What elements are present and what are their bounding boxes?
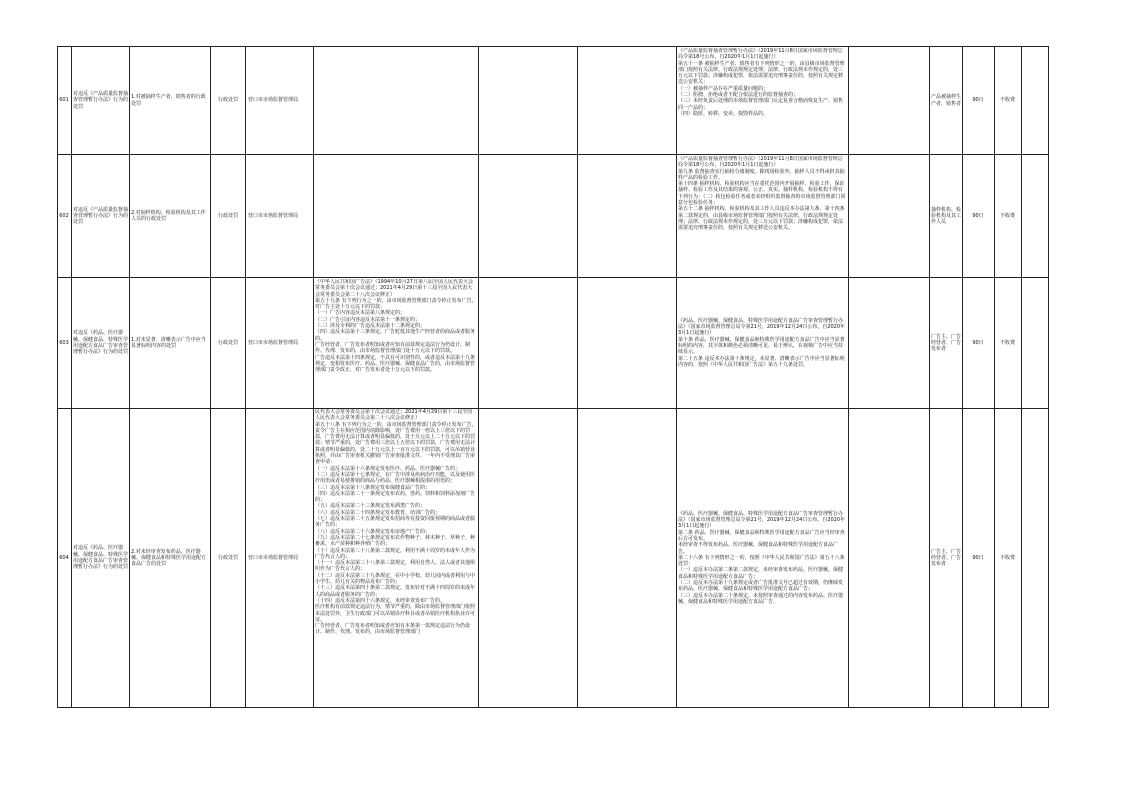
grid-line bbox=[129, 46, 130, 708]
fee-status: 不收费 bbox=[999, 212, 1015, 219]
legal-basis-law: 民代表大会常务委员会第十次会议通过；2021年4月29日第十三届全国人民代表大会常务委员会第二十八次会议修正） 第五十八条 有下列行为之一的，由市场监督管理部门责令停止发布广告，责令广告主在相应范围内消除影响，处广告费用一倍以上三倍以下的罚款，广告费用无法计算或者明显偏低的，处十万元以上二十万元以下的罚款；情节严重的，处广告费用三倍以上五倍以下的罚款，广告费用无法计算或者明显偏低的，处二十万元以上一百万元以下的罚款，可以吊销营业执照，并由广告审查机关撤销广告审查批准文件、一年内不受理其广告审查申请： （一）违反本法第十六条规定发布医疗、药品、医疗器械广告的； （二）违反本法第十七条规定，在广告中涉及疾病治疗功能，以及使用医疗用语或者易使推销的商品与药品、医疗器械相混淆的用语的； （三）违反本法第十八条规定发布保健食品广告的； （四）违反本法第二十一条规定发布农药、兽药、饲料和饲料添加剂广告的； （五）违反本法第二十三条规定发布酒类广告的； （六）违反本法第二十四条规定发布教育、培训广告的； （七）违反本法第二十五条规定发布招商等有投资回报预期的商品或者服务广告的； （八）违反本法第二十六条规定发布房地产广告的； （九）违反本法第二十七条规定发布农作物种子、林木种子、草种子、种畜禽、水产苗种和种养殖广告的； （十）违反本法第三十八条第二款规定，利用不满十周岁的未成年人作为广告代言人的； （十一）违反本法第三十八条第三款规定，利用自然人、法人或者其他组织作为广告代言人的； （十二）违反本法第三十九条规定，在中小学校、幼儿园内或者利用与中小学生、幼儿有关的物品发布广告的； （十三）违反本法第四十条第二款规定，发布针对不满十四周岁的未成年人的商品或者服务的广告的； （十四）违反本法第四十六条规定，未经审查发布广告的。 医疗机构有前款规定违法行为，情节严重的，除由市场监督管理部门依照本法处罚外，卫生行政部门可以吊销诊疗科目或者吊销医疗机构执业许可证。 广告经营者、广告发布者明知或者应知有本条第一款规定违法行为仍设计、制作、代理、发布的，由市场监督管理部门 bbox=[315, 409, 477, 636]
implementing-org-text: 营口市市场监督管理局 bbox=[248, 339, 299, 346]
matter-name-text: 对违反《产品质量监督抽查管理暂行办法》行为的处罚 bbox=[73, 91, 128, 110]
admin-subject-text: 广告主、广告经营者、广告发布者 bbox=[931, 333, 961, 353]
grid-line bbox=[71, 46, 72, 708]
implementing-org bbox=[248, 409, 312, 707]
admin-subject-text: 广告主、广告经营者、广告发布者 bbox=[931, 548, 961, 568]
row-number: 604 bbox=[59, 554, 69, 561]
grid-line bbox=[313, 46, 314, 708]
sub-item bbox=[131, 409, 209, 707]
power-type: 行政处罚 bbox=[217, 97, 238, 104]
legal-basis-law bbox=[315, 48, 477, 153]
grid-line bbox=[676, 46, 677, 708]
matter-name bbox=[73, 47, 128, 154]
sub-item-text: 1.对被抽样生产者、销售者的行政处罚 bbox=[131, 94, 206, 107]
row-number: 603 bbox=[59, 339, 69, 346]
matter-name-text: 对违反《药品、医疗器械、保健食品、特殊医学用途配方食品广告审查管理暂行办法》行为的处罚 bbox=[73, 545, 128, 571]
fee-status: 不收费 bbox=[999, 97, 1015, 104]
sub-item bbox=[131, 155, 209, 277]
sub-item bbox=[131, 47, 209, 154]
sub-item-text: 1.对未显著、清晰表示广告中应当显著标明内容的处罚 bbox=[131, 336, 206, 349]
time-limit: 90日 bbox=[972, 554, 984, 561]
power-type: 行政处罚 bbox=[217, 212, 238, 219]
grid-line bbox=[848, 46, 849, 708]
matter-name bbox=[73, 278, 128, 408]
time-limit: 90日 bbox=[972, 212, 984, 219]
admin-subject bbox=[931, 409, 961, 707]
matter-name bbox=[73, 409, 128, 707]
row-number: 601 bbox=[59, 97, 69, 104]
legal-basis-law bbox=[315, 156, 477, 276]
grid-line bbox=[57, 707, 1049, 708]
grid-line bbox=[478, 46, 479, 708]
matter-name bbox=[73, 155, 128, 277]
matter-name-text: 对违反《药品、医疗器械、保健食品、特殊医学用途配方食品广告审查管理暂行办法》行为的处罚 bbox=[73, 330, 128, 356]
admin-subject bbox=[931, 47, 961, 154]
grid-line bbox=[577, 46, 578, 708]
implementing-org bbox=[248, 278, 312, 408]
admin-subject bbox=[931, 278, 961, 408]
grid-line bbox=[929, 46, 930, 708]
legal-basis-rule-wrap bbox=[678, 409, 847, 707]
implementing-org-text: 营口市市场监督管理局 bbox=[248, 97, 299, 104]
time-limit: 90日 bbox=[972, 339, 984, 346]
admin-subject-text: 产品被抽样生产者、销售者 bbox=[931, 94, 961, 107]
power-type: 行政处罚 bbox=[217, 339, 238, 346]
legal-basis-rule: 《药品、医疗器械、保健食品、特殊医学用途配方食品广告审查管理暂行办法》（国家市场监督管理总局令第21号，2019年12月24日公布，自2020年3月1日起施行） 第二条 药品、医疗器械、保健食品和特殊医学用途配方食品广告应当经审查后方可发布。 未经审查不得发布药品、医疗器械、保健食品和特殊医学用途配方食品广告。 第二十六条 有下列情形之一的，按照《中华人民共和国广告法》第五十八条处罚： （一）违反本办法第二条第二款规定，未经审查发布药品、医疗器械、保健食品和特殊医学用途配方食品广告； （二）违反本办法第十九条规定或者广告批准文号已超过有效期，仍继续发布药品、医疗器械、保健食品和特殊医学用途配方食品广告； （三）违反本办法第二十条规定，未按照审查通过的内容发布药品、医疗器械、保健食品和特殊医学用途配方食品广告。 bbox=[678, 510, 846, 605]
grid-line bbox=[245, 46, 246, 708]
sub-item-text: 2.对未经审查发布药品、医疗器械、保健食品和特殊医学用途配方食品广告的处罚 bbox=[131, 548, 207, 568]
legal-basis-rule: 《药品、医疗器械、保健食品、特殊医学用途配方食品广告审查管理暂行办法》（国家市场监督管理总局令第21号，2019年12月24日公布，自2020年3月1日起施行） 第十条 药品、医疗器械、保健食品和特殊医学用途配方食品广告中应当显著标明的内容，其字体和颜色必须清晰可见、易于辨认，在视频广告中应当持续显示。 第二十五条 违反本办法第十条规定，未显著、清晰表示广告中应当显著标明内容的，按照《中华人民共和国广告法》第五十九条处罚。 bbox=[678, 317, 846, 368]
admin-subject-text: 抽样机构、检验机构及其工作人员 bbox=[931, 206, 961, 226]
legal-basis-rule: 《产品质量监督抽查管理暂行办法》（2019年11月8日国家市场监督管理总局令第18号公布，自2020年1月1日起施行） 第五十一条 被抽样生产者、销售者有下列情形之一的，由县级市场监督管理部门按照有关法律、行政法规规定处理；法律、行政法规未作规定的，处三万元以下罚款；涉嫌构成犯罪，依法需要追究刑事责任的，按照有关规定移送公安机关： （一）被抽样产品存在严重质量问题的； （二）阻挠、拒绝或者不配合依法进行的监督抽查的； （三）未经负责后处理的市场监督管理部门认定复查合格而恢复生产、销售同一产品的； （四）隐匿、转移、变卖、损毁样品的。 bbox=[678, 48, 845, 117]
legal-basis-rule-wrap bbox=[678, 278, 847, 408]
implementing-org bbox=[248, 155, 312, 277]
time-limit: 90日 bbox=[972, 97, 984, 104]
matter-name-text: 对违反《产品质量监督抽查管理暂行办法》行为的处罚 bbox=[73, 206, 128, 226]
legal-basis-rule: 《产品质量监督抽查管理暂行办法》（2019年11月8日国家市场监督管理总局令第18号公布，自2020年1月1日起施行） 第九条 监督抽查实行抽检分离制度。除现场检验外，抽样人员不得承担其抽样产品的检验工作。 第十四条 抽样机构、检验机构应当在委托范围内开展抽样、检验工作，保证抽样、检验工作及其结果的客观、公正、真实。抽样机构、检验机构不得有下列行为：（二）转包检验任务或者未经组织监督抽查的市场监督管理部门同意分包检验任务； 第五十二条 抽样机构、检验机构及其工作人员违反本办法第九条、第十四条第二款规定的，由县级市场监督管理部门按照有关法律、行政法规规定处理；法律、行政法规未作规定的，处三万元以下罚款；涉嫌构成犯罪，依法需要追究刑事责任的，按照有关规定移送公安机关。 bbox=[678, 156, 846, 232]
implementing-org bbox=[248, 47, 312, 154]
sub-item-text: 2.对抽样机构、检验机构及其工作人员的行政处罚 bbox=[131, 209, 206, 222]
admin-subject bbox=[931, 155, 961, 277]
legal-basis-law: 《中华人民共和国广告法》（1994年10月27日第八届全国人民代表大会常务委员会第十次会议通过；2021年4月29日第十三届全国人民代表大会常务委员会第二十八次会议修正） 第五十九条 有下列行为之一的，由市场监督管理部门责令停止发布广告，对广告主处十万元以下的罚款： （一）广告内容违反本法第八条规定的； （二）广告引证内容违反本法第十一条规定的； （三）涉及专利的广告违反本法第十二条规定的； （四）违反本法第十三条规定，广告贬低其他生产经营者的商品或者服务的。 广告经营者、广告发布者明知或者应知有前款规定违法行为仍设计、制作、代理、发布的，由市场监督管理部门处十万元以下的罚款。 广告违反本法第十四条规定，不具有可识别性的，或者违反本法第十九条规定，变相发布医疗、药品、医疗器械、保健食品广告的，由市场监督管理部门责令改正，对广告发布者处十万元以下的罚款。 bbox=[315, 279, 477, 374]
grid-line bbox=[1048, 46, 1049, 708]
row-number: 602 bbox=[59, 212, 69, 219]
fee-status: 不收费 bbox=[999, 554, 1015, 561]
power-type: 行政处罚 bbox=[217, 554, 238, 561]
grid-line bbox=[1021, 46, 1022, 708]
implementing-org-text: 营口市市场监督管理局 bbox=[248, 554, 299, 561]
sub-item bbox=[131, 278, 209, 408]
fee-status: 不收费 bbox=[999, 339, 1015, 346]
implementing-org-text: 营口市市场监督管理局 bbox=[248, 212, 299, 219]
